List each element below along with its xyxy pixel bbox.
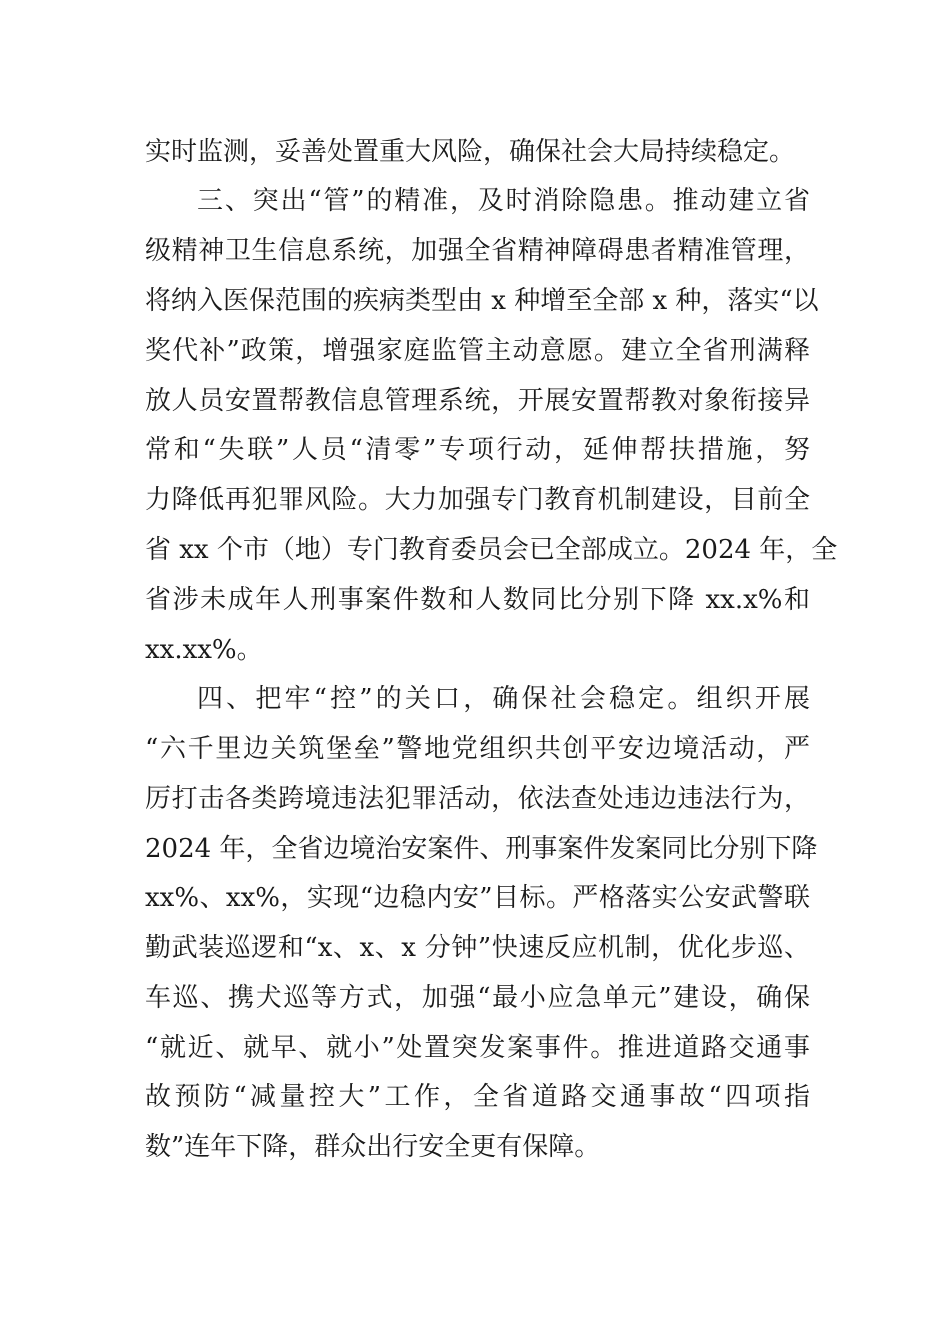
text-line-3: 级精神卫生信息系统，加强全省精神障碍患者精准管理， bbox=[145, 236, 810, 266]
text-line-19: “就近、就早、就小”处置突发案事件。推进道路交通事 bbox=[145, 1033, 810, 1063]
text-line-18: 车巡、携犬巡等方式，加强“最小应急单元”建设，确保 bbox=[145, 983, 810, 1013]
text-line-6: 放人员安置帮教信息管理系统，开展安置帮教对象衔接异 bbox=[145, 386, 810, 416]
text-line-2: 三、突出“管”的精准，及时消除隐患。推动建立省 bbox=[197, 186, 810, 216]
text-line-12: 四、把牢“控”的关口，确保社会稳定。组织开展 bbox=[197, 684, 810, 714]
text-line-20: 故预防“减量控大”工作，全省道路交通事故“四项指 bbox=[145, 1082, 810, 1112]
text-line-11: xx.xx%。 bbox=[145, 635, 263, 665]
text-line-14: 厉打击各类跨境违法犯罪活动，依法查处违边违法行为， bbox=[145, 784, 810, 814]
text-line-10: 省涉未成年人刑事案件数和人数同比分别下降 xx.x%和 bbox=[145, 585, 810, 615]
text-line-17: 勤武装巡逻和“x、x、x 分钟”快速反应机制，优化步巡、 bbox=[145, 933, 810, 963]
text-line-21: 数”连年下降，群众出行安全更有保障。 bbox=[145, 1132, 601, 1162]
text-line-16: xx%、xx%，实现“边稳内安”目标。严格落实公安武警联 bbox=[145, 883, 810, 913]
text-line-8: 力降低再犯罪风险。大力加强专门教育机制建设，目前全 bbox=[145, 485, 810, 515]
text-line-1: 实时监测，妥善处置重大风险，确保社会大局持续稳定。 bbox=[145, 137, 796, 167]
text-line-13: “六千里边关筑堡垒”警地党组织共创平安边境活动，严 bbox=[145, 734, 810, 764]
text-line-7: 常和“失联”人员“清零”专项行动，延伸帮扶措施，努 bbox=[145, 435, 810, 465]
text-line-4: 将纳入医保范围的疾病类型由 x 种增至全部 x 种，落实“以 bbox=[145, 286, 819, 316]
text-line-9: 省 xx 个市（地）专门教育委员会已全部成立。2024 年，全 bbox=[145, 535, 838, 565]
text-line-5: 奖代补”政策，增强家庭监管主动意愿。建立全省刑满释 bbox=[145, 336, 810, 366]
text-line-15: 2024 年，全省边境治安案件、刑事案件发案同比分别下降 bbox=[145, 834, 818, 864]
